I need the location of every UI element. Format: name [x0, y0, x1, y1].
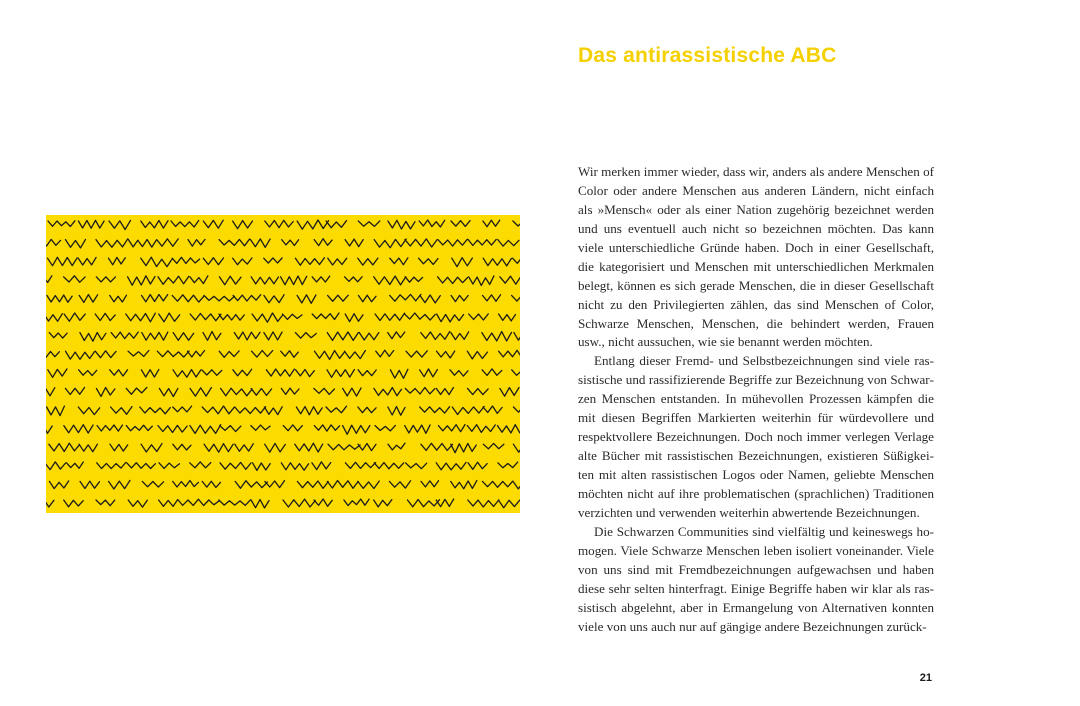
- zigzag-pattern-graphic: [46, 215, 520, 513]
- paragraph-2: Entlang dieser Fremd- und Selbstbezeichnungen sind viele rassistische und rassifizierende Begriffe zur Bezeichnung von Schwarzen Menschen entstanden. In mühevollen Prozessen kämpfen die mit diesen Begriffen Markierten weiterhin für würdevollere und respektvollere Bezeichnungen. Doch noch immer verlegen Verlage alte Bücher mit rassistischen Bezeichnungen, existieren Süßigkeiten mit alten rassistischen Logos oder Namen, geliebte Menschen möchten nicht auf ihre problematischen (sprachlichen) Traditionen verzichten und verwenden weiterhin abwertende Bezeichnungen.: [578, 353, 934, 520]
- paragraph-3: Die Schwarzen Communities sind vielfältig und keineswegs homogen. Viele Schwarze Menschen leben isoliert voneinander. Viele von uns sind mit Fremdbezeichnungen aufgewachsen und haben diese sehr selten hinterfragt. Einige Begriffe haben wir klar als rassistisch abgelehnt, aber in Ermangelung von Alternativen konnten viele von uns auch nur auf gängige andere Bezeichnungen zurück-: [578, 523, 934, 634]
- zigzag-pattern-illustration: [46, 215, 520, 513]
- chapter-title: Das antirassistische ABC: [578, 44, 837, 67]
- body-text: [578, 163, 934, 636]
- page-number: 21: [919, 672, 932, 684]
- paragraph-1: Wir merken immer wieder, dass wir, anders als andere Menschen of Color oder andere Menschen aus anderen Ländern, nicht einfach als »Mensch« oder als einer Nation zugehörig bezeichnet werden und uns eventuell auch nicht so bezeichnen möchten. Das kann viele unterschiedliche Gründe haben. Doch in einer Gesellschaft, die kategorisiert und Menschen mit unterschiedlichen Merkmalen belegt, können es sich gerade Menschen, die in dieser Gesellschaft nicht zu den Privilegierten zählen, das sind Menschen of Color, Schwarze Menschen, Menschen, die behindert werden, Frauen usw., nicht aussuchen, wie sie benannt werden möchten.: [578, 164, 934, 350]
- pattern-background: [46, 215, 520, 513]
